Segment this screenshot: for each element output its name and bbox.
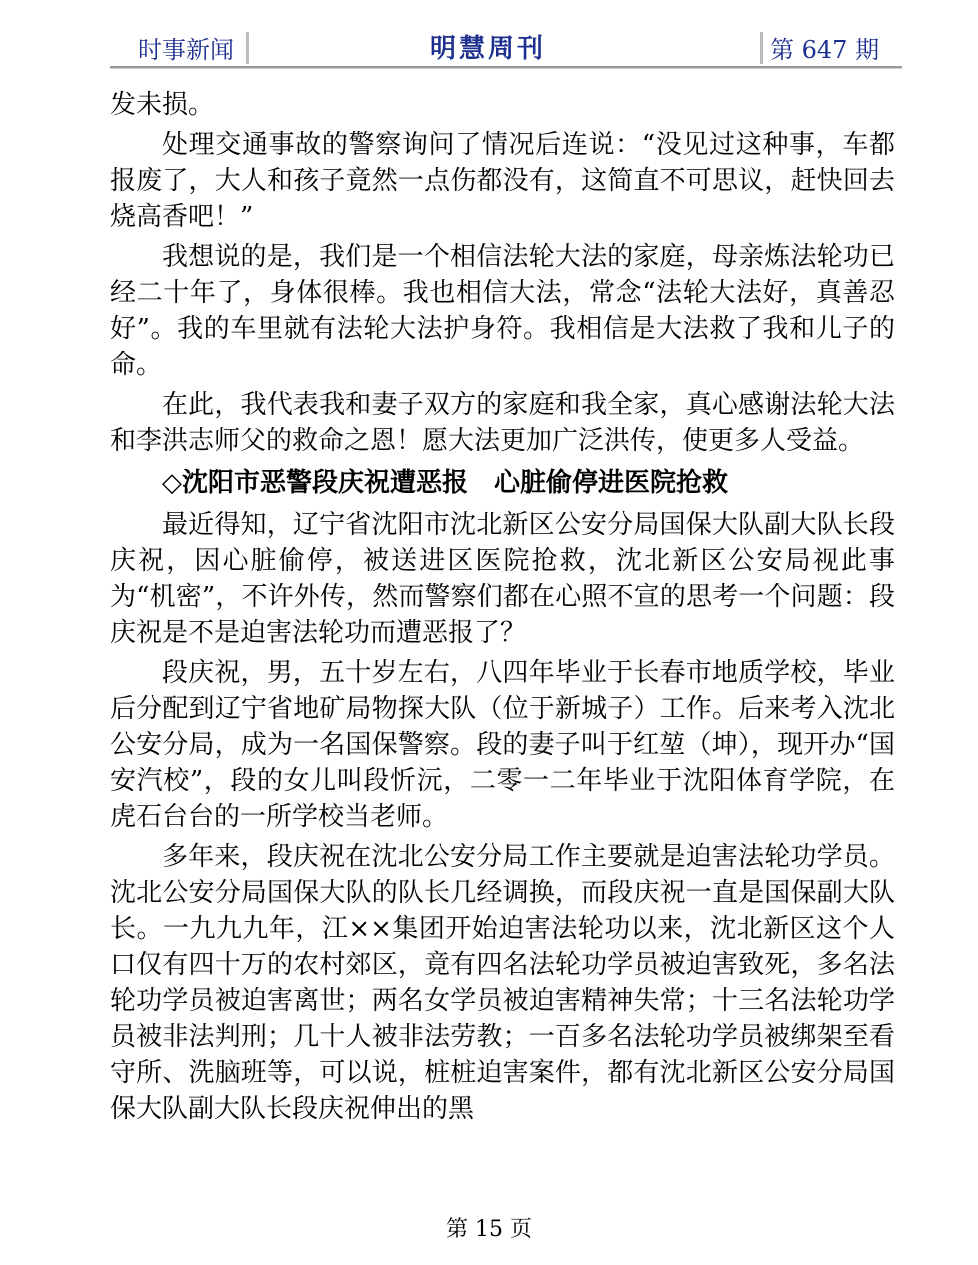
publication-title: 明慧周刊 (430, 34, 547, 64)
paragraph: 多年来，段庆祝在沈北公安分局工作主要就是迫害法轮功学员。沈北公安分局国保大队的队长几经调换，而段庆祝一直是国保副大队长。一九九九年，江××集团开始迫害法轮功以来，沈北新区这个人口仅有四十万的农村郊区，竟有四名法轮功学员被迫害致死，多名法轮功学员被迫害离世；两名女学员被迫害精神失常；十三名法轮功学员被非法判刑；几十人被非法劳教；一百多名法轮功学员被绑架至看守所、洗脑班等，可以说，桩桩迫害案件，都有沈北新区公安分局国保大队副大队长段庆祝伸出的黑 (110, 842, 895, 1124)
header-divider-right (760, 32, 763, 64)
page-number: 第 15 页 (446, 1217, 532, 1242)
paragraph: 处理交通事故的警察询问了情况后连说：“没见过这种事，车都报废了，大人和孩子竟然一点伤都没有，这简直不可思议，赶快回去烧高香吧！” (110, 130, 895, 232)
page-header (110, 28, 900, 66)
paragraph: 最近得知，辽宁省沈阳市沈北新区公安分局国保大队副大队长段庆祝，因心脏偷停，被送进区医院抢救，沈北新区公安局视此事为“机密”，不许外传，然而警察们都在心照不宣的思考一个问题：段庆祝是不是迫害法轮功而遭恶报了？ (110, 510, 895, 648)
section-label: 时事新闻 (138, 36, 234, 64)
paragraph: 段庆祝，男，五十岁左右，八四年毕业于长春市地质学校，毕业后分配到辽宁省地矿局物探大队（位于新城子）工作。后来考入沈北公安分局，成为一名国保警察。段的妻子叫于红堃（坤），现开办“国安汽校”，段的女儿叫段忻沅，二零一二年毕业于沈阳体育学院，在虎石台台的一所学校当老师。 (110, 658, 895, 832)
issue-number: 第 647 期 (770, 36, 880, 64)
header-rule (110, 66, 902, 69)
article-heading: ◇沈阳市恶警段庆祝遭恶报 心脏偷停进医院抢救 (162, 468, 728, 498)
paragraph-continuation: 发未损。 (110, 90, 215, 120)
paragraph: 在此，我代表我和妻子双方的家庭和我全家，真心感谢法轮大法和李洪志师父的救命之恩！愿大法更加广泛洪传，使更多人受益。 (110, 390, 895, 456)
header-divider-left (246, 32, 249, 64)
article-body (110, 87, 895, 1131)
paragraph: 我想说的是，我们是一个相信法轮大法的家庭，母亲炼法轮功已经二十年了，身体很棒。我也相信大法，常念“法轮大法好，真善忍好”。我的车里就有法轮大法护身符。我相信是大法救了我和儿子的命。 (110, 242, 895, 380)
